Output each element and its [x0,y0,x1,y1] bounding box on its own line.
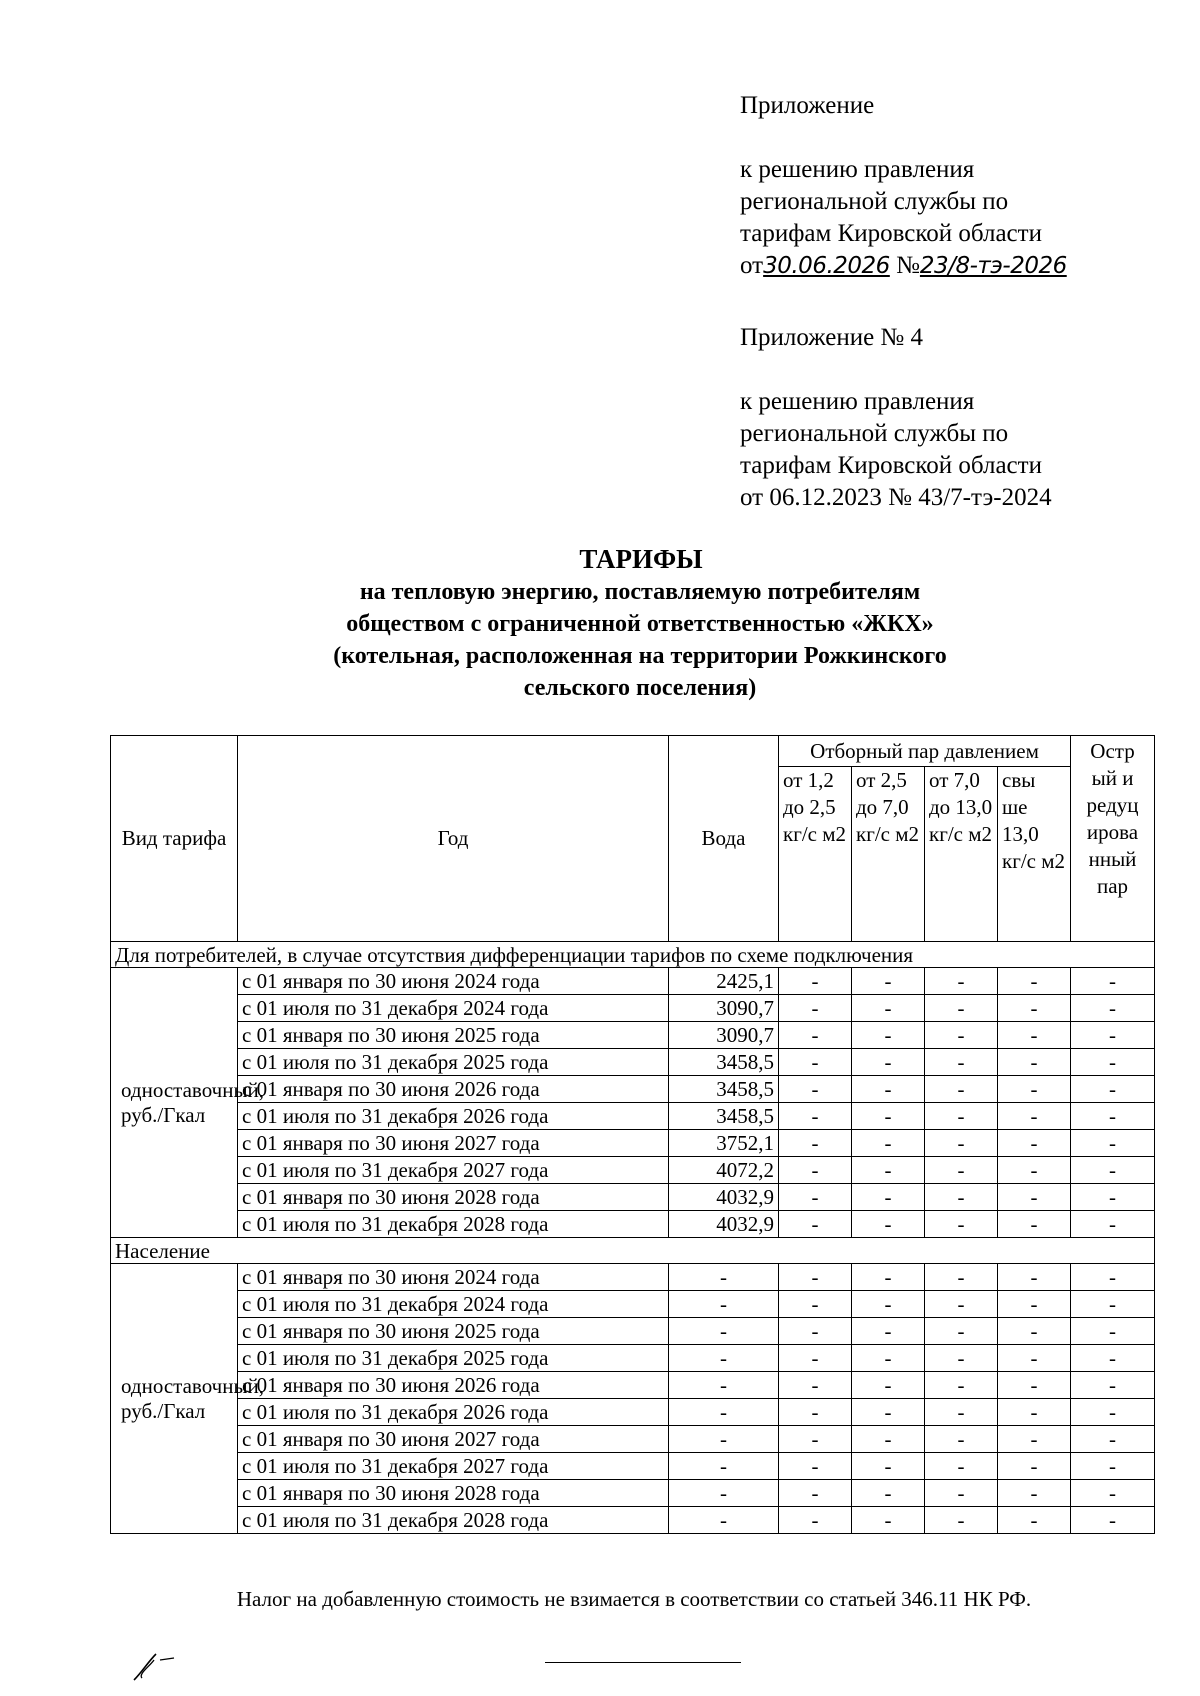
section-header-row [111,1238,1155,1264]
water-cell: 3458,5 [669,1049,779,1076]
table-row [111,1291,1155,1318]
steam-2-cell: - [852,1184,925,1211]
period-cell: с 01 января по 30 июня 2028 года [238,1480,669,1507]
steam-2-cell: - [852,995,925,1022]
steam-3-cell: - [925,1318,998,1345]
sharp-steam-cell: - [1071,1184,1155,1211]
period-cell: с 01 июля по 31 декабря 2028 года [238,1211,669,1238]
steam-1-cell: - [779,1399,852,1426]
tariffs-table [110,735,1155,1534]
steam-3-cell: - [925,1049,998,1076]
steam-1-cell: - [779,1049,852,1076]
steam-3-cell: - [925,1372,998,1399]
sharp-steam-cell: - [1071,1399,1155,1426]
water-cell: 3090,7 [669,995,779,1022]
steam-3-cell: - [925,1130,998,1157]
table-row [111,1453,1155,1480]
steam-3-cell: - [925,1211,998,1238]
steam-2-cell: - [852,1345,925,1372]
steam-3-cell: - [925,1157,998,1184]
period-cell: с 01 января по 30 июня 2028 года [238,1184,669,1211]
table-row [111,1318,1155,1345]
appendix-1-line: региональной службы по [740,188,1009,215]
section-title: Для потребителей, в случае отсутствия дифференциации тарифов по схеме подключения [111,942,1155,968]
steam-2-cell: - [852,1372,925,1399]
sharp-steam-cell: - [1071,1157,1155,1184]
steam-3-cell: - [925,1184,998,1211]
steam-2-cell: - [852,1211,925,1238]
steam-4-cell: - [998,1345,1071,1372]
sharp-steam-cell: - [1071,1480,1155,1507]
sharp-steam-cell: - [1071,1264,1155,1291]
document-subtitle-line: сельского поселения) [523,675,757,701]
header-steam-group: Отборный пар давлением [779,736,1071,767]
appendix-1-title: Приложение [740,92,875,119]
steam-3-cell: - [925,1345,998,1372]
steam-1-cell: - [779,1345,852,1372]
steam-3-cell: - [925,995,998,1022]
sharp-steam-cell: - [1071,1130,1155,1157]
steam-4-cell: - [998,1022,1071,1049]
appendix-1-line: тарифам Кировской области [740,220,1042,247]
sharp-steam-cell: - [1071,1022,1155,1049]
period-cell: с 01 июля по 31 декабря 2025 года [238,1049,669,1076]
document-heading [0,542,1200,704]
steam-1-cell: - [779,1318,852,1345]
table-row [111,1157,1155,1184]
steam-3-cell: - [925,1291,998,1318]
table-row [111,1372,1155,1399]
steam-2-cell: - [852,1049,925,1076]
table-row [111,1399,1155,1426]
steam-3-cell: - [925,1480,998,1507]
period-cell: с 01 июля по 31 декабря 2024 года [238,995,669,1022]
steam-1-cell: - [779,1426,852,1453]
period-cell: с 01 января по 30 июня 2027 года [238,1130,669,1157]
signature-line [545,1662,741,1663]
table-row [111,1264,1155,1291]
steam-3-cell: - [925,1507,998,1534]
steam-4-cell: - [998,1291,1071,1318]
steam-2-cell: - [852,1103,925,1130]
steam-1-cell: - [779,995,852,1022]
steam-4-cell: - [998,1507,1071,1534]
period-cell: с 01 января по 30 июня 2024 года [238,1264,669,1291]
steam-2-cell: - [852,1426,925,1453]
table-row [111,1130,1155,1157]
period-cell: с 01 января по 30 июня 2024 года [238,968,669,995]
water-cell: - [669,1345,779,1372]
steam-3-cell: - [925,1022,998,1049]
steam-4-cell: - [998,968,1071,995]
steam-4-cell: - [998,1076,1071,1103]
header-year: Год [238,736,669,942]
header-steam-over-13: свы ше 13,0 кг/с м2 [998,767,1071,942]
sharp-steam-cell: - [1071,968,1155,995]
section-header-row [111,942,1155,968]
steam-2-cell: - [852,1453,925,1480]
steam-4-cell: - [998,1399,1071,1426]
appendix-4-line: тарифам Кировской области [740,452,1042,479]
period-cell: с 01 июля по 31 декабря 2027 года [238,1453,669,1480]
steam-3-cell: - [925,1264,998,1291]
document-title: ТАРИФЫ [579,544,703,574]
header-tariff-type: Вид тарифа [111,736,238,942]
steam-2-cell: - [852,1507,925,1534]
sharp-steam-cell: - [1071,1426,1155,1453]
period-cell: с 01 января по 30 июня 2025 года [238,1022,669,1049]
steam-3-cell: - [925,1103,998,1130]
water-cell: 4032,9 [669,1211,779,1238]
header-steam-7-13: от 7,0 до 13,0 кг/с м2 [925,767,998,942]
steam-1-cell: - [779,1157,852,1184]
steam-4-cell: - [998,1130,1071,1157]
steam-1-cell: - [779,968,852,995]
steam-4-cell: - [998,995,1071,1022]
table-row [111,1345,1155,1372]
table-row [111,968,1155,995]
period-cell: с 01 января по 30 июня 2025 года [238,1318,669,1345]
steam-1-cell: - [779,1264,852,1291]
steam-2-cell: - [852,1264,925,1291]
tariff-type-cell: одноставочный, руб./Гкал [111,1264,238,1534]
water-cell: 3458,5 [669,1076,779,1103]
water-cell: - [669,1291,779,1318]
water-cell: 3752,1 [669,1130,779,1157]
document-subtitle-line: обществом с ограниченной ответственностью «ЖКХ» [346,611,934,637]
vat-footnote: Налог на добавленную стоимость не взимается в соответствии со статьей 346.11 НК РФ. [236,1587,1032,1611]
date-prefix: от [740,252,764,279]
header-steam-2-5-7: от 2,5 до 7,0 кг/с м2 [852,767,925,942]
document-subtitle-line: на тепловую энергию, поставляемую потребителям [359,579,921,605]
table-row [111,1022,1155,1049]
table-row [111,1184,1155,1211]
signature-mark-icon [128,1648,188,1684]
appendix-4-block [740,322,1052,514]
steam-1-cell: - [779,1453,852,1480]
steam-1-cell: - [779,1184,852,1211]
steam-3-cell: - [925,1426,998,1453]
header-sharp-steam: Остр ый и редуц ирова нный пар [1071,736,1155,942]
steam-2-cell: - [852,1157,925,1184]
period-cell: с 01 июля по 31 декабря 2024 года [238,1291,669,1318]
sharp-steam-cell: - [1071,1076,1155,1103]
water-cell: 4032,9 [669,1184,779,1211]
table-row [111,1507,1155,1534]
water-cell: 3090,7 [669,1022,779,1049]
sharp-steam-cell: - [1071,1453,1155,1480]
steam-1-cell: - [779,1103,852,1130]
steam-2-cell: - [852,968,925,995]
document-subtitle-line: (котельная, расположенная на территории Рожкинского [333,643,947,669]
appendix-4-line: региональной службы по [740,420,1009,447]
table-row [111,1480,1155,1507]
steam-4-cell: - [998,1372,1071,1399]
steam-2-cell: - [852,1318,925,1345]
period-cell: с 01 января по 30 июня 2026 года [238,1372,669,1399]
table-row [111,1211,1155,1238]
steam-1-cell: - [779,1022,852,1049]
water-cell: 4072,2 [669,1157,779,1184]
steam-1-cell: - [779,1211,852,1238]
steam-4-cell: - [998,1318,1071,1345]
steam-4-cell: - [998,1453,1071,1480]
steam-4-cell: - [998,1264,1071,1291]
steam-3-cell: - [925,1399,998,1426]
appendix-1-block [740,90,1067,282]
table-row [111,1103,1155,1130]
steam-2-cell: - [852,1291,925,1318]
table-row [111,1049,1155,1076]
water-cell: - [669,1507,779,1534]
sharp-steam-cell: - [1071,1318,1155,1345]
header-water: Вода [669,736,779,942]
number-prefix: № [896,252,920,279]
steam-2-cell: - [852,1480,925,1507]
sharp-steam-cell: - [1071,1211,1155,1238]
sharp-steam-cell: - [1071,1372,1155,1399]
sharp-steam-cell: - [1071,995,1155,1022]
water-cell: 3458,5 [669,1103,779,1130]
table-header-row [111,736,1155,767]
handwritten-date: 30.06.2026 [763,253,890,279]
steam-2-cell: - [852,1130,925,1157]
steam-4-cell: - [998,1049,1071,1076]
steam-1-cell: - [779,1130,852,1157]
water-cell: - [669,1480,779,1507]
steam-4-cell: - [998,1480,1071,1507]
steam-3-cell: - [925,1076,998,1103]
water-cell: - [669,1372,779,1399]
appendix-1-date-line [740,250,1067,282]
steam-2-cell: - [852,1076,925,1103]
steam-3-cell: - [925,1453,998,1480]
sharp-steam-cell: - [1071,1345,1155,1372]
steam-4-cell: - [998,1103,1071,1130]
steam-1-cell: - [779,1507,852,1534]
steam-1-cell: - [779,1291,852,1318]
steam-4-cell: - [998,1157,1071,1184]
steam-2-cell: - [852,1399,925,1426]
period-cell: с 01 июля по 31 декабря 2025 года [238,1345,669,1372]
period-cell: с 01 июля по 31 декабря 2026 года [238,1399,669,1426]
period-cell: с 01 июля по 31 декабря 2028 года [238,1507,669,1534]
steam-1-cell: - [779,1480,852,1507]
section-title: Население [111,1238,1155,1264]
header-steam-1-2-5: от 1,2 до 2,5 кг/с м2 [779,767,852,942]
steam-4-cell: - [998,1211,1071,1238]
period-cell: с 01 июля по 31 декабря 2026 года [238,1103,669,1130]
sharp-steam-cell: - [1071,1507,1155,1534]
sharp-steam-cell: - [1071,1103,1155,1130]
steam-4-cell: - [998,1184,1071,1211]
appendix-4-line: к решению правления [740,388,975,415]
water-cell: - [669,1399,779,1426]
water-cell: - [669,1426,779,1453]
table-row [111,1426,1155,1453]
period-cell: с 01 января по 30 июня 2026 года [238,1076,669,1103]
table-row [111,995,1155,1022]
appendix-1-line: к решению правления [740,156,975,183]
handwritten-number: 23/8-тэ-2026 [919,253,1067,279]
period-cell: с 01 января по 30 июня 2027 года [238,1426,669,1453]
appendix-4-line: от 06.12.2023 № 43/7-тэ-2024 [740,484,1052,511]
table-row [111,1076,1155,1103]
steam-4-cell: - [998,1426,1071,1453]
water-cell: - [669,1264,779,1291]
water-cell: - [669,1318,779,1345]
steam-1-cell: - [779,1372,852,1399]
water-cell: 2425,1 [669,968,779,995]
tariff-type-cell: одноставочный, руб./Гкал [111,968,238,1238]
sharp-steam-cell: - [1071,1291,1155,1318]
water-cell: - [669,1453,779,1480]
steam-2-cell: - [852,1022,925,1049]
period-cell: с 01 июля по 31 декабря 2027 года [238,1157,669,1184]
steam-1-cell: - [779,1076,852,1103]
sharp-steam-cell: - [1071,1049,1155,1076]
appendix-4-title: Приложение № 4 [740,324,924,351]
steam-3-cell: - [925,968,998,995]
